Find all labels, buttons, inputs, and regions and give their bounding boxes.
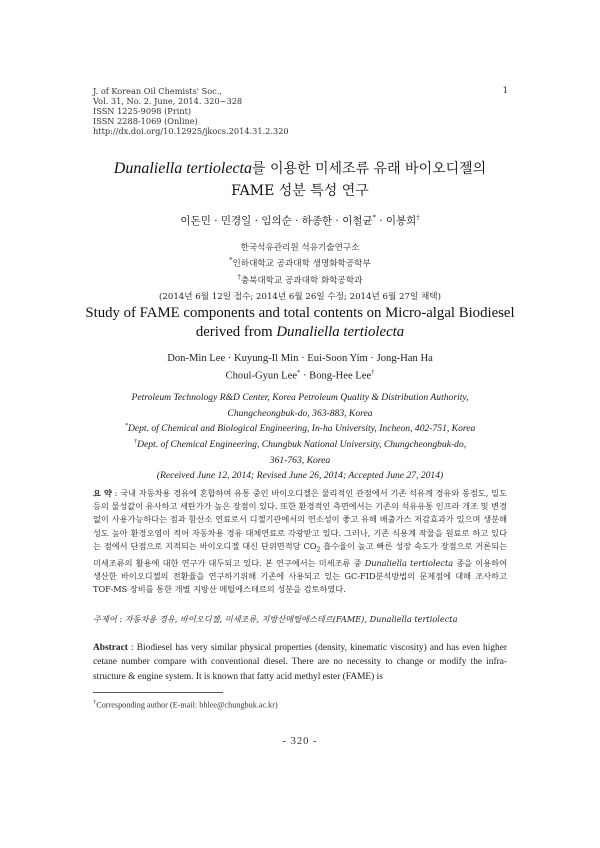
journal-info [93, 86, 289, 136]
korean-title-species: Dunaliella tertiolecta [113, 160, 252, 177]
corresponding-author-footnote: †Corresponding author (E-mail: bhlee@chungbuk.ac.kr) [93, 699, 278, 710]
affiliation-line: 361-763, Korea [269, 454, 331, 466]
english-title-species: Dunaliella tertiolecta [276, 324, 405, 340]
affiliation-line: *Dept. of Chemical and Biological Engineering, In-ha University, Incheon, 402-751, Korea [124, 422, 476, 435]
affiliation-line: Chungcheongbuk-do, 363-883, Korea [227, 407, 373, 419]
korean-keywords: 주제어 : 자동차용 경유, 바이오디젤, 미세조류, 지방산메틸에스테르(FAME), Dunaliella tertiolecta [93, 614, 458, 624]
doi-link[interactable]: http://dx.doi.org/10.12925/jkocs.2014.31.2.320 [93, 126, 289, 136]
korean-title-line1: 를 이용한 미세조류 유래 바이오디젤의 [252, 161, 487, 177]
english-affiliations [100, 389, 500, 483]
received-dates-ko: (2014년 6월 12일 접수; 2014년 6월 26일 수정; 2014년 6월 27일 채택) [159, 291, 441, 302]
english-abstract: Abstract : Biodiesel has very similar physical properties (density, kinematic viscosity) and has even higher cetane number compare with conventional diesel. There are no necessity to change or modify the infra-structure & engine system. It is known that fatty acid methyl ester (FAME) is [93, 643, 507, 682]
received-dates-en: (Received June 12, 2014; Revised June 26, 2014; Accepted June 27, 2014) [156, 470, 444, 482]
english-title-line1: Study of FAME components and total contents on Micro-algal Biodiesel [85, 305, 515, 321]
journal-line: Vol. 31, No. 2. June, 2014. 320~328 [93, 96, 243, 106]
affiliation-line: †충북대학교 공과대학 화학공학과 [237, 272, 363, 286]
english-abstract-label: Abstract [93, 643, 128, 653]
english-authors: Don-Min Lee · Kuyung-Il Min · Eui-Soon Yim · Jong-Han Ha Choul-Gyun Lee* · Bong-Hee Lee† [167, 353, 433, 382]
affiliation-line: †Dept. of Chemical Engineering, Chungbuk National University, Chungcheongbuk-do, [133, 438, 467, 451]
korean-abstract: 요 약 : 국내 자동차용 경유에 혼합하여 유통 중인 바이오디젤은 물리적인 관점에서 기존 석유계 경유와 동점도, 밀도 등의 물성값이 유사하고 세탄가가 높은 장점이 있다. 또한 환경적인 측면에서는 기존의 석유유통 인프라 개조 및 변경없이 사용가능하다는 점과 함산소 연료로서 디젤기관에서의 연소성이 좋고 유해 배출가스 저감효과가 있으며 생분해성도 높아 환경오염이 적어 자동차용 경유 대체연료로 각광받고 있다. 그러나, 기존 식용계 작물을 원료로 하고 있다는 점에서 단점으로 지적되는 바이오디젤 대신 단위면적당 $CO_2$ 흡수율이 높고 빠른 성장 속도가 장점으로 거론되는 미세조류의 활용에 대한 연구가 대두되고 있다. 본 연구에서는 미세조류 중 Dunaliella tertiolecta 종을 이용하여 생산한 바이오디젤의 전환율을 연구하기위해 기존에 사용되고 있는 GC-FID분석방법의 문제점에 대해 조사하고 TOF-MS 장비를 통한 개별 지방산 메틸에스테르의 성분을 검토하였다. [93, 488, 508, 595]
affiliation-line: 한국석유관리원 석유기술연구소 [240, 242, 360, 253]
journal-line: ISSN 2288-1069 (Online) [93, 116, 198, 126]
english-title: Study of FAME components and total contents on Micro-algal Biodiesel derived from Dunaliella tertiolecta [60, 304, 540, 342]
korean-title [60, 158, 540, 202]
affiliation-line: Petroleum Technology R&D Center, Korea Petroleum Quality & Distribution Authority, [131, 392, 469, 404]
journal-line: ISSN 1225-9098 (Print) [93, 106, 192, 116]
korean-title-line2: FAME 성분 특성 연구 [231, 183, 369, 199]
page-footer-number: - 320 - [282, 736, 318, 747]
korean-abstract-label: 요 약 [93, 488, 112, 498]
header-page-number: 1 [502, 86, 508, 96]
korean-affiliations [60, 238, 540, 303]
affiliation-line: *인하대학교 공과대학 생명화학공학부 [229, 256, 371, 270]
korean-authors: 이돈민 · 민경일 · 임의순 · 하종한 · 이철균* · 이봉희† [180, 213, 420, 227]
footnote-rule [93, 692, 223, 693]
journal-line: J. of Korean Oil Chemists' Soc., [93, 86, 222, 96]
